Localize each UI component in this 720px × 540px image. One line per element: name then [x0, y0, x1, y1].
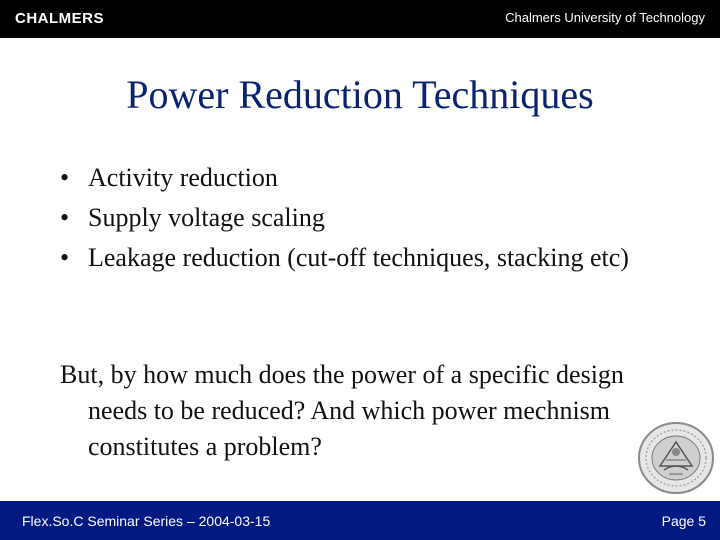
footer-series: Flex.So.C Seminar Series – 2004-03-15	[22, 513, 271, 529]
slide-title: Power Reduction Techniques	[126, 72, 594, 117]
header-bar	[0, 0, 720, 38]
bullet-text: Leakage reduction (cut-off techniques, stacking etc)	[88, 243, 629, 272]
bullet-item	[60, 243, 650, 273]
bullet-item	[60, 203, 650, 233]
bullet-icon: •	[60, 203, 70, 232]
question-paragraph: But, by how much does the power of a specific design needs to be reduced? And which power mechnism constitutes a problem?	[60, 360, 624, 461]
chalmers-logo: CHALMERS	[15, 10, 104, 27]
university-seal-icon	[636, 420, 716, 496]
bullet-icon: •	[60, 243, 70, 272]
bullet-item	[60, 163, 650, 193]
footer-bar	[0, 501, 720, 540]
bullet-text: Supply voltage scaling	[88, 203, 325, 232]
bullet-text: Activity reduction	[88, 163, 278, 192]
bullet-list	[60, 163, 650, 283]
bullet-icon: •	[60, 163, 70, 192]
page-number: Page 5	[661, 513, 706, 529]
university-name: Chalmers University of Technology	[505, 10, 705, 25]
